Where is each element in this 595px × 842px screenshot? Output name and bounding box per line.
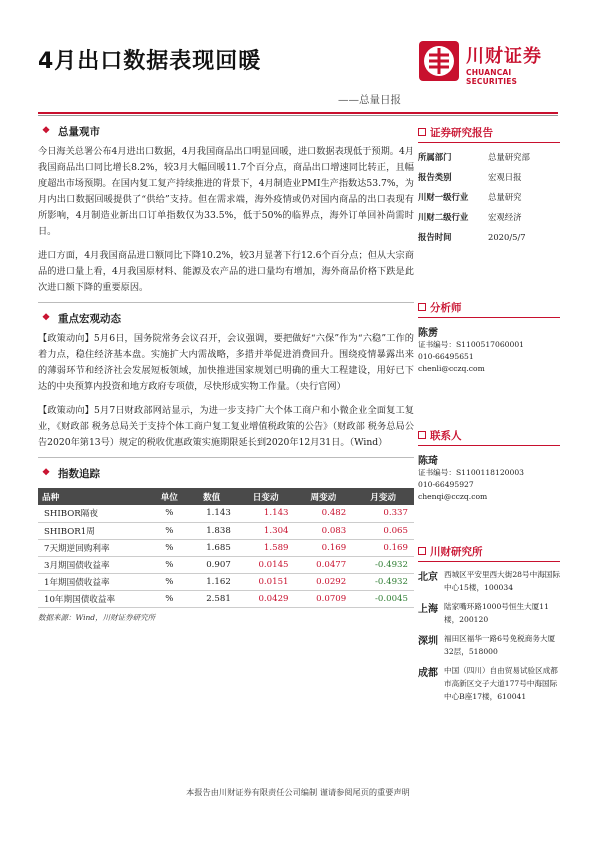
info-row bbox=[418, 207, 560, 227]
sidebar bbox=[418, 124, 560, 703]
info-key: 川财二级行业 bbox=[418, 212, 469, 222]
table-source-note: 数据来源：Wind，川财证券研究所 bbox=[38, 612, 156, 622]
page-title: 4月出口数据表现回暖 bbox=[38, 49, 262, 74]
header-divider-thin bbox=[38, 115, 558, 116]
cell-unit: % bbox=[152, 590, 187, 607]
cell-name: 1年期国债收益率 bbox=[38, 573, 152, 590]
office-entry bbox=[418, 568, 560, 594]
column-header: 周变动 bbox=[295, 488, 353, 505]
cell-week-change: 0.169 bbox=[295, 539, 353, 556]
column-header: 品种 bbox=[38, 488, 152, 505]
info-value: 2020/5/7 bbox=[488, 232, 526, 242]
page-subtitle: ——总量日报 bbox=[338, 94, 401, 106]
sidebar-divider bbox=[418, 317, 560, 318]
cell-unit: % bbox=[152, 505, 187, 522]
contact-name: 陈琦 bbox=[418, 456, 438, 467]
cell-unit: % bbox=[152, 539, 187, 556]
office-entry bbox=[418, 600, 560, 626]
cell-week-change: 0.083 bbox=[295, 522, 353, 539]
cell-week-change: 0.0292 bbox=[295, 573, 353, 590]
info-key: 报告类别 bbox=[418, 172, 452, 182]
cell-name: 10年期国债收益率 bbox=[38, 590, 152, 607]
office-address: 福田区福华一路6号免税商务大厦32层，518000 bbox=[444, 634, 556, 656]
logo-text-en: CHUANCAI SECURITIES bbox=[466, 68, 518, 86]
analyst-phone: 010-66495651 bbox=[418, 352, 474, 361]
section-divider bbox=[38, 457, 414, 458]
cell-month-change: 0.169 bbox=[352, 539, 414, 556]
sidebar-institute-heading bbox=[418, 543, 560, 559]
analyst-email[interactable]: chenli@cczq.com bbox=[418, 364, 485, 373]
table-row bbox=[38, 522, 414, 539]
diamond-bullet-icon: ❖ bbox=[42, 313, 51, 323]
overview-paragraph: 进口方面，4月我国商品进口额同比下降10.2%，较3月显著下行12.6个百分点；但从大宗商品的进口量上看，4月我国原材料、能源及农产品的进口量均有增加，海外商品价格下跌是此次进口额下降的重要原因。 bbox=[38, 250, 414, 293]
cell-month-change: -0.4932 bbox=[352, 556, 414, 573]
cell-value: 1.162 bbox=[187, 573, 237, 590]
cell-value: 1.685 bbox=[187, 539, 237, 556]
office-address: 中国（四川）自由贸易试验区成都市高新区交子大道177号中海国际中心B座17楼，610041 bbox=[444, 666, 558, 701]
cell-week-change: 0.0477 bbox=[295, 556, 353, 573]
diamond-bullet-icon: ❖ bbox=[42, 468, 51, 478]
column-header: 单位 bbox=[152, 488, 187, 505]
table-row bbox=[38, 505, 414, 522]
sidebar-heading-text: 川财研究所 bbox=[430, 545, 483, 558]
office-entry bbox=[418, 664, 560, 703]
office-address: 西城区平安里西大街28号中海国际中心15楼，100034 bbox=[444, 570, 560, 592]
sidebar-heading-text: 联系人 bbox=[430, 429, 462, 442]
cell-name: SHIBOR隔夜 bbox=[38, 505, 152, 522]
analyst-name: 陈雳 bbox=[418, 328, 438, 339]
contact-email[interactable]: chenqi@cczq.com bbox=[418, 492, 488, 501]
cell-week-change: 0.0709 bbox=[295, 590, 353, 607]
cell-unit: % bbox=[152, 573, 187, 590]
company-logo bbox=[418, 40, 558, 86]
cell-value: 1.143 bbox=[187, 505, 237, 522]
info-row bbox=[418, 187, 560, 207]
info-key: 报告时间 bbox=[418, 232, 452, 242]
info-row bbox=[418, 147, 560, 167]
header-divider bbox=[38, 112, 558, 114]
office-address: 陆家嘴环路1000号恒生大厦11楼，200120 bbox=[444, 602, 549, 624]
square-bullet-icon bbox=[418, 303, 426, 311]
info-value: 宏观经济 bbox=[488, 212, 522, 222]
cell-value: 0.907 bbox=[187, 556, 237, 573]
cell-value: 1.838 bbox=[187, 522, 237, 539]
analyst-cert: 证书编号：S1100517060001 bbox=[418, 340, 524, 349]
overview-paragraph: 今日海关总署公布4月进出口数据，4月我国商品出口明显回暖，进口数据表现低于预期。4月我国商品出口同比增长8.2%，较3月大幅回暖11.7个百分点，商品出口增速同比转正，且幅度超出市场预期。在国内复工复产持续推进的背景下，4月制造业PMI生产指数达53.7%，为月内出口数据回暖提供了“供给”支持。但在需求端，海外疫情或仍对国内商品的出口表现有所影响，4月制造业新出口订单指数仅为33.5%，低于50%的临界点，海外订单回补尚需时日。 bbox=[38, 146, 414, 237]
section-title: 重点宏观动态 bbox=[58, 312, 121, 325]
logo-text-cn: 川财证券 bbox=[466, 46, 542, 67]
section-index-heading bbox=[38, 464, 414, 482]
cell-name: SHIBOR1周 bbox=[38, 522, 152, 539]
cell-month-change: -0.0045 bbox=[352, 590, 414, 607]
office-city: 深圳 bbox=[418, 636, 438, 647]
office-entry bbox=[418, 632, 560, 658]
cell-unit: % bbox=[152, 556, 187, 573]
sidebar-divider bbox=[418, 445, 560, 446]
macro-paragraph: 【政策动向】5月7日财政部网站显示，为进一步支持广大个体工商户和小微企业全面复工复业，《财政部 税务总局关于支持个体工商户复工复业增值税政策的公告》（财政部 税务总局公告2020年第13号）规定的税收优惠政策实施期限延长到2020年12月31日。（Wind） bbox=[38, 405, 414, 448]
section-divider bbox=[38, 302, 414, 303]
contact-phone: 010-66495927 bbox=[418, 480, 474, 489]
sidebar-analyst-heading bbox=[418, 299, 560, 315]
info-key: 所属部门 bbox=[418, 152, 452, 162]
index-table bbox=[38, 488, 414, 608]
square-bullet-icon bbox=[418, 128, 426, 136]
cell-day-change: 0.0429 bbox=[237, 590, 295, 607]
info-row bbox=[418, 167, 560, 187]
info-key: 川财一级行业 bbox=[418, 192, 469, 202]
logo-mark-icon bbox=[418, 40, 460, 82]
sidebar-divider bbox=[418, 142, 560, 143]
section-title: 总量观市 bbox=[58, 125, 100, 138]
section-title: 指数追踪 bbox=[58, 467, 100, 480]
square-bullet-icon bbox=[418, 547, 426, 555]
info-value: 宏观日报 bbox=[488, 172, 522, 182]
cell-name: 7天期逆回购利率 bbox=[38, 539, 152, 556]
info-row bbox=[418, 227, 560, 247]
column-header: 日变动 bbox=[237, 488, 295, 505]
cell-day-change: 0.0145 bbox=[237, 556, 295, 573]
cell-value: 2.581 bbox=[187, 590, 237, 607]
office-city: 成都 bbox=[418, 668, 438, 679]
cell-month-change: 0.337 bbox=[352, 505, 414, 522]
sidebar-report-heading bbox=[418, 124, 560, 140]
cell-day-change: 0.0151 bbox=[237, 573, 295, 590]
square-bullet-icon bbox=[418, 431, 426, 439]
cell-month-change: -0.4932 bbox=[352, 573, 414, 590]
table-header-row bbox=[38, 488, 414, 505]
column-header: 月变动 bbox=[352, 488, 414, 505]
sidebar-heading-text: 分析师 bbox=[430, 301, 462, 314]
cell-day-change: 1.304 bbox=[237, 522, 295, 539]
cell-month-change: 0.065 bbox=[352, 522, 414, 539]
sidebar-heading-text: 证券研究报告 bbox=[430, 126, 493, 139]
info-value: 总量研究部 bbox=[488, 152, 530, 162]
sidebar-contact-heading bbox=[418, 427, 560, 443]
sidebar-divider bbox=[418, 561, 560, 562]
cell-day-change: 1.143 bbox=[237, 505, 295, 522]
diamond-bullet-icon: ❖ bbox=[42, 126, 51, 136]
section-overview-heading bbox=[38, 122, 414, 140]
main-column bbox=[38, 122, 414, 623]
report-info-list bbox=[418, 147, 560, 247]
cell-day-change: 1.589 bbox=[237, 539, 295, 556]
table-row bbox=[38, 556, 414, 573]
info-value: 总量研究 bbox=[488, 192, 522, 202]
cell-week-change: 0.482 bbox=[295, 505, 353, 522]
cell-unit: % bbox=[152, 522, 187, 539]
contact-cert: 证书编号：S1100118120003 bbox=[418, 468, 524, 477]
cell-name: 3月期国债收益率 bbox=[38, 556, 152, 573]
column-header: 数值 bbox=[187, 488, 237, 505]
page-footer: 本报告由川财证券有限责任公司编制 谨请参阅尾页的重要声明 bbox=[186, 787, 410, 797]
table-row bbox=[38, 573, 414, 590]
table-row bbox=[38, 539, 414, 556]
table-row bbox=[38, 590, 414, 607]
macro-paragraph: 【政策动向】5月6日，国务院常务会议召开，会议强调，要把做好“六保”作为“六稳”工作的着力点，稳住经济基本盘。实施扩大内需战略，多措并举促进消费回升。围绕疫情暴露出来的薄弱环节和经济社会发展短板领域，加快推进国家规划已明确的重大工程建设，用好已下达的中央预算内投资和地方政府专项债，尽快形成实物工作量。（央行官网） bbox=[38, 333, 414, 392]
section-macro-heading bbox=[38, 309, 414, 327]
office-city: 上海 bbox=[418, 604, 438, 615]
office-city: 北京 bbox=[418, 572, 438, 583]
